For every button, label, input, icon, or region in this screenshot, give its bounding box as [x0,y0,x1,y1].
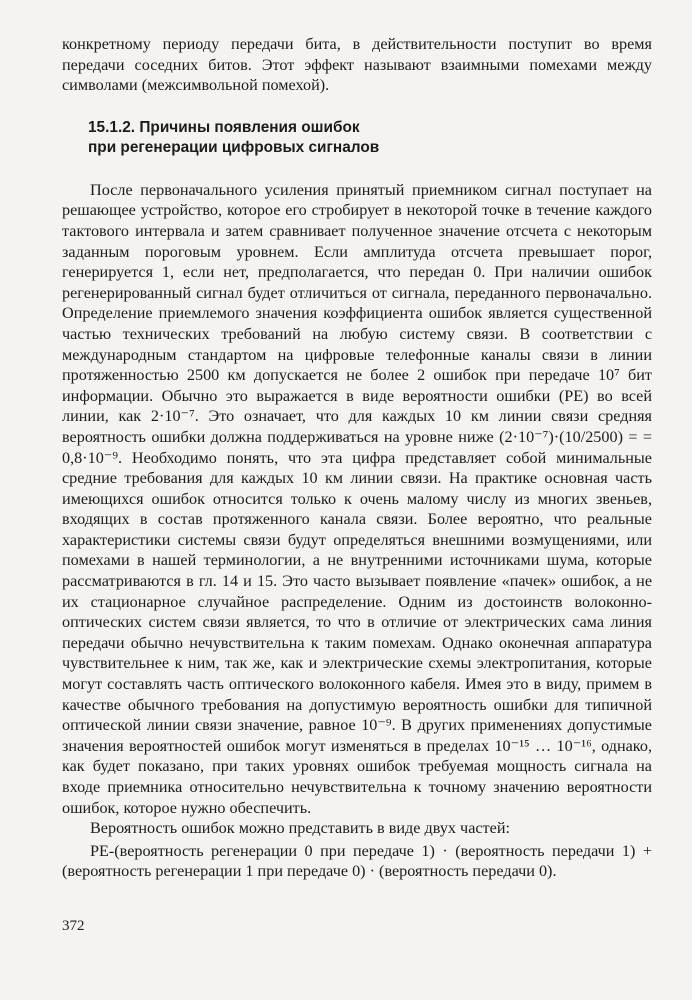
formula-paragraph: PE-(вероятность регенерации 0 при передаче 1) · (вероятность передачи 1) + (вероятность регенерации 1 при передаче 0) · (вероятность передачи 0). [62,841,652,881]
section-heading [88,118,652,158]
section-title-part-1: Причины появления ошибок [139,118,360,136]
intro-paragraph: конкретному периоду передачи бита, в действительности поступит во время передачи соседних битов. Этот эффект называют взаимными помехами между символами (межсимвольной помехой). [62,35,652,95]
section-number: 15.1.2. [88,118,136,136]
section-title-line-2: при регенерации цифровых сигналов [88,138,380,156]
page-number: 372 [62,918,85,934]
section-title-line-1 [88,118,652,138]
main-paragraph: После первоначального усиления принятый приемником сигнал поступает на решающее устройство, которое его стробирует в некоторой точке в течение каждого тактового интервала и затем сравнивает полученное значение отсчета с некоторым заданным пороговым уровнем. Если амплитуда отсчета превышает порог, генерируется 1, если нет, предполагается, что передан 0. При наличии ошибок регенерированный сигнал будет отличиться от сигнала, переданного первоначально. Определение приемлемого значения коэффициента ошибок является существенной частью технических требований на любую систему связи. В соответствии с международным стандартом на цифровые телефонные каналы связи в линии протяженностью 2500 км допускается не более 2 ошибок при передаче 10⁷ бит информации. Обычно это выражается в виде вероятности ошибки (PE) во всей линии, как 2·10⁻⁷. Это означает, что для каждых 10 км линии связи средняя вероятность ошибки должна поддерживаться на уровне ниже (2·10⁻⁷)·(10/2500) = = 0,8·10⁻⁹. Необходимо понять, что эта цифра представляет собой минимальные средние требования для каждых 10 км линии связи. На практике основная часть имеющихся ошибок относится только к очень малому числу из многих звеньев, входящих в состав протяженного канала связи. Более вероятно, что реальные характеристики системы связи будут определяться внешними возмущениями, или помехами в нашей терминологии, а не внутренними источниками шума, которые рассматриваются в гл. 14 и 15. Это часто вызывает появление «пачек» ошибок, а не их стационарное случайное распределение. Одним из достоинств волоконно-оптических систем связи является, то что в отличие от электрических сама линия передачи обычно нечувствительна к таким помехам. Однако оконечная аппаратура чувствительнее к ним, так же, как и электрические схемы электропитания, которые могут составлять часть оптического волоконного кабеля. Имея это в виду, примем в качестве обычного требования на допустимую вероятность ошибки для типичной оптической линии связи значение, равное 10⁻⁹. В других применениях допустимые значения вероятностей ошибок могут изменяться в пределах 10⁻¹⁵ … 10⁻¹⁶, однако, как будет показано, при таких уровнях ошибок требуемая мощность сигнала на входе приемника относительно нечувствительна к точному значению вероятности ошибок, которое нужно обеспечить. [62,180,652,817]
split-paragraph: Вероятность ошибок можно представить в виде двух частей: [90,819,510,838]
